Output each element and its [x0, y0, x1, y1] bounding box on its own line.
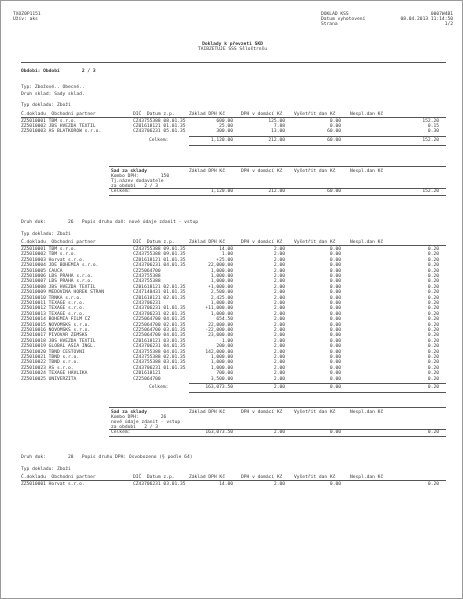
table-cell: ZZ5010001 TBM s.r.o.: [21, 119, 77, 124]
table-cell: 0.00: [329, 338, 341, 344]
table-cell: 2.00: [273, 338, 285, 344]
table-cell: ZZ5010012 TEXAGE s.r.o.: [21, 306, 85, 312]
header-rule: [21, 245, 446, 246]
table-cell: 0.00: [329, 279, 341, 285]
table-cell: 200.00: [216, 344, 233, 350]
table-cell: 2.00: [273, 252, 285, 258]
table-cell: 0.20: [427, 274, 439, 279]
table-cell: CZ25064700 04.01.35: [133, 317, 186, 323]
table-cell: 1,000.00: [210, 301, 233, 306]
summary-value: 212.00: [268, 189, 285, 194]
table-cell: 0.20: [427, 482, 439, 487]
table-cell: 0.15: [427, 124, 439, 130]
table-cell: CZ25064700 04.01.35: [133, 333, 186, 339]
table-cell: 0.00: [329, 365, 341, 371]
summary-line: nové údaje zdanit - vstup: [111, 420, 181, 425]
table-cell: ZZ5010014 BOHEMIA FILM CZ: [21, 317, 91, 323]
table-cell: CZ43706231 01.01.35: [133, 365, 186, 371]
table-cell: 152.20: [422, 119, 439, 124]
column-header: DPH v domácí Kč: [241, 112, 283, 117]
total-rule: [189, 383, 446, 384]
summary-bottom-rule: [109, 436, 446, 437]
header-rule: [21, 480, 446, 481]
table-cell: ZZ5010005 CAUCA: [21, 268, 63, 274]
table-cell: ZZ5010016 NOVOMSKS s.r.o.: [21, 328, 91, 333]
table-cell: 0.20: [427, 328, 439, 333]
table-cell: 0.00: [329, 119, 341, 124]
table-cell: 2.00: [273, 263, 285, 269]
page-subtitle: TAIBZETUJE SSS Sšloštrnšu: [197, 47, 268, 52]
table-cell: 0.00: [329, 482, 341, 487]
table-cell: CZ43755388 02.01.35: [133, 355, 186, 360]
table-cell: 0.20: [427, 365, 439, 371]
table-cell: 0.00: [329, 284, 341, 290]
table-cell: 2,425.00: [210, 295, 233, 301]
table-cell: 0.20: [427, 333, 439, 339]
summary-value: 2.00: [273, 430, 285, 435]
summary-line: Sad za sklady: [111, 169, 147, 174]
table-cell: 0.00: [329, 124, 341, 130]
table-cell: CZ43706231 01.01.35: [133, 306, 186, 312]
table-cell: 0.20: [427, 371, 439, 377]
table-cell: CZ43706231 02.01.35: [133, 311, 186, 317]
summary-line: Sad za sklady: [111, 410, 147, 415]
table-cell: 0.00: [329, 371, 341, 377]
table-cell: 0.20: [427, 295, 439, 301]
table-cell: CZ01618121: [133, 371, 161, 377]
table-cell: 1.00: [221, 338, 233, 344]
title-rule: [21, 62, 446, 63]
table-cell: 1,000.00: [210, 268, 233, 274]
section-2-type-label: Typ dokladu: Zboží: [21, 232, 71, 237]
total-value: 163,073.50: [205, 385, 233, 390]
table-cell: 300.00: [216, 129, 233, 135]
total-value: 0.00: [329, 385, 341, 390]
summary-value: 60.00: [327, 189, 341, 194]
section-2-kind-label: Druh dok: 26 Popis druhu daň: nové údaje zdanit - vstup: [21, 220, 199, 225]
table-cell: 22,000.00: [208, 322, 233, 328]
summary-column-header: Vyšetřit dan Kč: [294, 169, 336, 174]
table-cell: 0.00: [329, 306, 341, 312]
table-cell: CZ25064700 03.01.35: [133, 328, 186, 333]
summary-column-header: Základ DPH Kč: [189, 169, 225, 174]
total-value: 60.00: [327, 137, 341, 143]
summary-column-header: Vyšetřit dan Kč: [294, 410, 336, 415]
summary-value: 0.00: [329, 430, 341, 435]
column-header: Základ DPH Kč: [189, 475, 225, 480]
table-cell: 0.20: [427, 322, 439, 328]
table-cell: 1,000.00: [210, 279, 233, 285]
table-cell: 0.20: [427, 279, 439, 285]
table-cell: 0.20: [427, 247, 439, 252]
table-cell: 2.00: [273, 365, 285, 371]
column-header: Nespl.dan Kč: [350, 240, 384, 245]
column-header: Č.dokladu Obchodní partner: [21, 475, 96, 480]
table-cell: 22,000.00: [208, 263, 233, 269]
table-cell: 0.00: [329, 301, 341, 306]
summary-line: za období 2 / 3: [111, 184, 159, 189]
table-cell: 0.00: [329, 274, 341, 279]
table-cell: 0.20: [427, 290, 439, 296]
summary-value: 0.20: [427, 430, 439, 435]
table-cell: 0.00: [329, 322, 341, 328]
total-value: 1,120.00: [210, 137, 233, 143]
table-cell: 2.00: [273, 295, 285, 301]
summary-line: Tj.název dodavatele: [111, 179, 164, 184]
total-value: 152.20: [422, 137, 439, 143]
table-cell: 1.00: [221, 252, 233, 258]
table-cell: +25.00: [216, 257, 233, 263]
section-1-type-line: Typ: Zbožové.. Obecné..: [21, 85, 85, 90]
column-header: Základ DPH Kč: [189, 240, 225, 245]
table-cell: CZ47148431 01.01.35: [133, 290, 186, 296]
table-cell: 0.00: [329, 349, 341, 355]
table-cell: CZ25064700: [133, 376, 161, 382]
table-cell: ZZ5010018 JBS HVEZDA TEXTIL: [21, 338, 96, 344]
table-cell: 0.00: [329, 317, 341, 323]
section-3-type-label: Typ dokladu: Zboží: [21, 467, 71, 472]
table-cell: -22,000.00: [205, 328, 233, 333]
table-cell: 0.00: [329, 268, 341, 274]
table-cell: 0.00: [329, 247, 341, 252]
column-header: DIČ Datum z.p.: [133, 240, 175, 245]
table-cell: 0.20: [427, 344, 439, 350]
column-header: Nespl.dan Kč: [350, 112, 384, 117]
table-cell: ZZ5010006 LBS PRAHA s.r.o.: [21, 274, 93, 279]
summary-line: Celkem:: [111, 430, 131, 435]
table-cell: 0.00: [329, 263, 341, 269]
table-cell: 2.00: [273, 371, 285, 377]
table-cell: CZ43755388 08.01.35: [133, 119, 186, 124]
table-cell: ZZ5010002 TBM s.r.o.: [21, 252, 77, 258]
table-cell: 0.00: [329, 360, 341, 366]
table-cell: ZZ5010007 LBS PRAHA s.r.o.: [21, 279, 93, 285]
table-cell: 2.00: [273, 247, 285, 252]
summary-top-rule: [109, 166, 446, 167]
summary-top-rule: [109, 407, 446, 408]
table-cell: 0.00: [329, 311, 341, 317]
page-value: 1/2: [444, 22, 453, 27]
table-cell: ZZ5010010 TRNKA s.r.o.: [21, 295, 82, 301]
column-header: Vyšetřit dan Kč: [294, 240, 336, 245]
report-user: Užív: aks: [13, 17, 38, 22]
table-cell: 0.00: [329, 333, 341, 339]
table-cell: ZZ5010008 JBS HVEZDA TEXTIL: [21, 284, 96, 290]
table-cell: 0.20: [427, 301, 439, 306]
column-header: DIČ Datum z.p.: [133, 112, 175, 117]
date-label: Datum vyhotovení: [321, 17, 366, 22]
table-cell: ZZ5010022 TBND s.r.o.: [21, 360, 80, 366]
table-cell: 7.88: [273, 124, 285, 130]
table-cell: CZ01618121 01.01.35: [133, 124, 186, 130]
table-cell: CZ43706231 03.01.35: [133, 482, 186, 487]
table-cell: 0.20: [427, 338, 439, 344]
table-cell: 0.20: [427, 263, 439, 269]
summary-line: za období 2 / 3: [111, 425, 159, 430]
table-cell: 1,000.00: [210, 274, 233, 279]
date-value: 08.04.2013 11:14:50: [400, 17, 453, 22]
table-cell: 25.00: [219, 124, 233, 130]
table-cell: 0.00: [329, 376, 341, 382]
table-cell: 2,500.00: [210, 290, 233, 296]
page-label: Strana: [321, 22, 338, 27]
table-cell: 2.00: [273, 279, 285, 285]
table-cell: 2.00: [273, 284, 285, 290]
table-cell: 2.00: [273, 311, 285, 317]
table-cell: 654.50: [216, 317, 233, 323]
doc-label: DOKLAD KSS: [321, 12, 349, 17]
table-cell: 1,000.00: [210, 355, 233, 360]
table-cell: 2.00: [273, 482, 285, 487]
table-cell: 3,500.00: [210, 376, 233, 382]
period-label: Období: Období 2 / 3: [21, 69, 96, 74]
total-double-rule: [189, 145, 446, 146]
table-cell: CZ43755388 03.01.35: [133, 360, 186, 366]
table-cell: 125.00: [268, 119, 285, 124]
table-cell: 0.20: [427, 360, 439, 366]
table-cell: 60.00: [327, 129, 341, 135]
table-cell: 2.00: [273, 344, 285, 350]
summary-column-header: Nespl.dan Kč: [350, 410, 384, 415]
total-label: Celkem:: [149, 137, 169, 143]
table-cell: CZ25064700 02.01.35: [133, 322, 186, 328]
summary-column-header: DPH v domácí Kč: [241, 169, 283, 174]
table-cell: 600.00: [216, 119, 233, 124]
table-cell: 0.20: [427, 257, 439, 263]
summary-line: Kombo DPH: 26: [111, 415, 167, 420]
table-cell: ZZ5010009 MEDOVINA HOREK STRAN: [21, 290, 104, 296]
table-cell: ZZ5010023 AS s.r.o.: [21, 365, 74, 371]
table-cell: 0.30: [427, 129, 439, 135]
table-cell: +1,000.00: [208, 284, 233, 290]
page-title: Doklady k převzetí SKD: [202, 42, 263, 47]
table-cell: CZ43755388 09.01.35: [133, 247, 186, 252]
table-cell: 2.00: [273, 268, 285, 274]
table-cell: CZ01618121 02.01.35: [133, 295, 186, 301]
table-cell: CZ25064700: [133, 268, 161, 274]
table-cell: 2.00: [273, 290, 285, 296]
table-cell: ZZ5010004 JDE BOHEMIA s.r.o.: [21, 263, 99, 269]
summary-line: Celkem:: [111, 189, 131, 194]
table-cell: CZ43706231 04.01.35: [133, 263, 186, 269]
table-cell: 14.00: [219, 247, 233, 252]
doc-value: 0007W4B1: [430, 12, 453, 17]
table-cell: ZZ5010003 AS BLATKOROW s.r.o.: [21, 129, 102, 135]
table-cell: CZ01618121 01.01.35: [133, 257, 186, 263]
table-cell: 0.20: [427, 252, 439, 258]
column-header: Vyšetřit dan Kč: [294, 475, 336, 480]
table-cell: ZZ5010001 Horvat s.r.o.: [21, 482, 85, 487]
table-cell: 0.20: [427, 284, 439, 290]
summary-column-header: DPH v domácí Kč: [241, 410, 283, 415]
table-cell: ZZ5010021 TBND s.r.o.: [21, 355, 80, 360]
table-cell: 0.00: [329, 295, 341, 301]
table-cell: ZZ5010017 PIVOVAR ZEMSKS: [21, 333, 88, 339]
section-3-kind-label: Druh dok: 28 Popis druhu DPH: Osvobozeno (§ podle 64): [21, 455, 193, 460]
table-cell: ZZ5010001 TBM s.r.o.: [21, 247, 77, 252]
table-cell: 2.00: [273, 322, 285, 328]
table-cell: 0.00: [329, 257, 341, 263]
table-cell: CZ43706231 04.01.35: [133, 344, 186, 350]
table-cell: 0.20: [427, 317, 439, 323]
table-cell: 2.00: [273, 328, 285, 333]
table-cell: ZZ5010025 UNIVERZITA: [21, 376, 77, 382]
table-cell: 1,000.00: [210, 365, 233, 371]
table-cell: 0.20: [427, 311, 439, 317]
table-cell: 0.00: [329, 328, 341, 333]
table-cell: ZZ5010015 NOVOMSKS s.r.o.: [21, 322, 91, 328]
table-cell: CZ43706231 05.01.35: [133, 129, 186, 135]
total-rule: [189, 136, 446, 137]
report-code: TXOZ0P1151: [13, 12, 41, 17]
summary-line: Kombo DPH: 150: [111, 174, 170, 179]
table-cell: 14.00: [219, 482, 233, 487]
summary-value: 152.20: [422, 189, 439, 194]
table-cell: 2.00: [273, 376, 285, 382]
table-cell: 2.00: [273, 355, 285, 360]
table-cell: ZZ5010013 TEXAGE s.r.o.: [21, 311, 85, 317]
table-cell: CZ43755388: [133, 279, 161, 285]
table-cell: 2.00: [273, 349, 285, 355]
summary-value: 1,120.00: [210, 189, 233, 194]
table-cell: 0.20: [427, 376, 439, 382]
table-cell: ZZ5010020 TBND CESTOVNI: [21, 349, 85, 355]
table-cell: CZ01618121 02.01.35: [133, 284, 186, 290]
table-cell: 2.00: [273, 317, 285, 323]
column-header: DIČ Datum z.p.: [133, 475, 175, 480]
summary-column-header: Nespl.dan Kč: [350, 169, 384, 174]
section-1-type-label: Typ dokladu: Zboží: [21, 103, 71, 108]
table-cell: CZ43755388: [133, 274, 161, 279]
table-cell: CZ43755388 09.01.35: [133, 252, 186, 258]
table-cell: 0.20: [427, 306, 439, 312]
column-header: Základ DPH Kč: [189, 112, 225, 117]
table-cell: 0.20: [427, 268, 439, 274]
table-cell: 2.00: [273, 360, 285, 366]
table-cell: 0.00: [329, 344, 341, 350]
header-rule: [21, 117, 446, 118]
table-cell: 142,000.00: [205, 349, 233, 355]
table-cell: 2.00: [273, 306, 285, 312]
total-value: 0.20: [427, 385, 439, 390]
column-header: Vyšetřit dan Kč: [294, 112, 336, 117]
summary-bottom-rule: [109, 195, 446, 196]
table-cell: ZZ5010019 GLOBAL ASIA INGL.: [21, 344, 96, 350]
table-cell: CZ01618121 03.01.35: [133, 338, 186, 344]
total-double-rule: [189, 392, 446, 393]
table-cell: ZZ5010003 Horvat s.r.o.: [21, 257, 85, 263]
table-cell: 2.00: [273, 257, 285, 263]
table-cell: 0.20: [427, 349, 439, 355]
table-cell: 1,000.00: [210, 311, 233, 317]
table-cell: ZZ5010002 JBS HVEZDA TEXTIL: [21, 124, 96, 130]
table-cell: CZ43706231: [133, 301, 161, 306]
table-cell: 1,000.00: [210, 360, 233, 366]
table-cell: 700.00: [216, 371, 233, 377]
table-cell: 0.00: [329, 290, 341, 296]
table-cell: CZ43755388 04.01.35: [133, 349, 186, 355]
summary-column-header: Základ DPH Kč: [189, 410, 225, 415]
column-header: Nespl.dan Kč: [350, 475, 384, 480]
column-header: DPH v domácí Kč: [241, 240, 283, 245]
total-value: 2.00: [273, 385, 285, 390]
table-cell: 2.00: [273, 333, 285, 339]
table-cell: 2.00: [273, 274, 285, 279]
total-label: Celkem:: [149, 385, 169, 390]
table-cell: 23,000.00: [208, 333, 233, 339]
column-header: Č.dokladu Obchodní partner: [21, 112, 96, 117]
table-cell: 13.00: [271, 129, 285, 135]
table-cell: 2.00: [273, 301, 285, 306]
total-value: 212.00: [268, 137, 285, 143]
column-header: DPH v domácí Kč: [241, 475, 283, 480]
column-header: Č.dokladu Obchodní partner: [21, 240, 96, 245]
table-cell: 0.20: [427, 355, 439, 360]
table-cell: ZZ5010011 TEXAGE s.r.o.: [21, 301, 85, 306]
section-1-line-label: Druh sklad: Sady sklad.: [21, 92, 85, 97]
table-cell: +11,000.00: [205, 306, 233, 312]
table-cell: ZZ5010024 TEXAGE HAVLIKA: [21, 371, 88, 377]
table-cell: 0.00: [329, 355, 341, 360]
table-cell: 0.00: [329, 252, 341, 258]
summary-value: 163,073.50: [205, 430, 233, 435]
